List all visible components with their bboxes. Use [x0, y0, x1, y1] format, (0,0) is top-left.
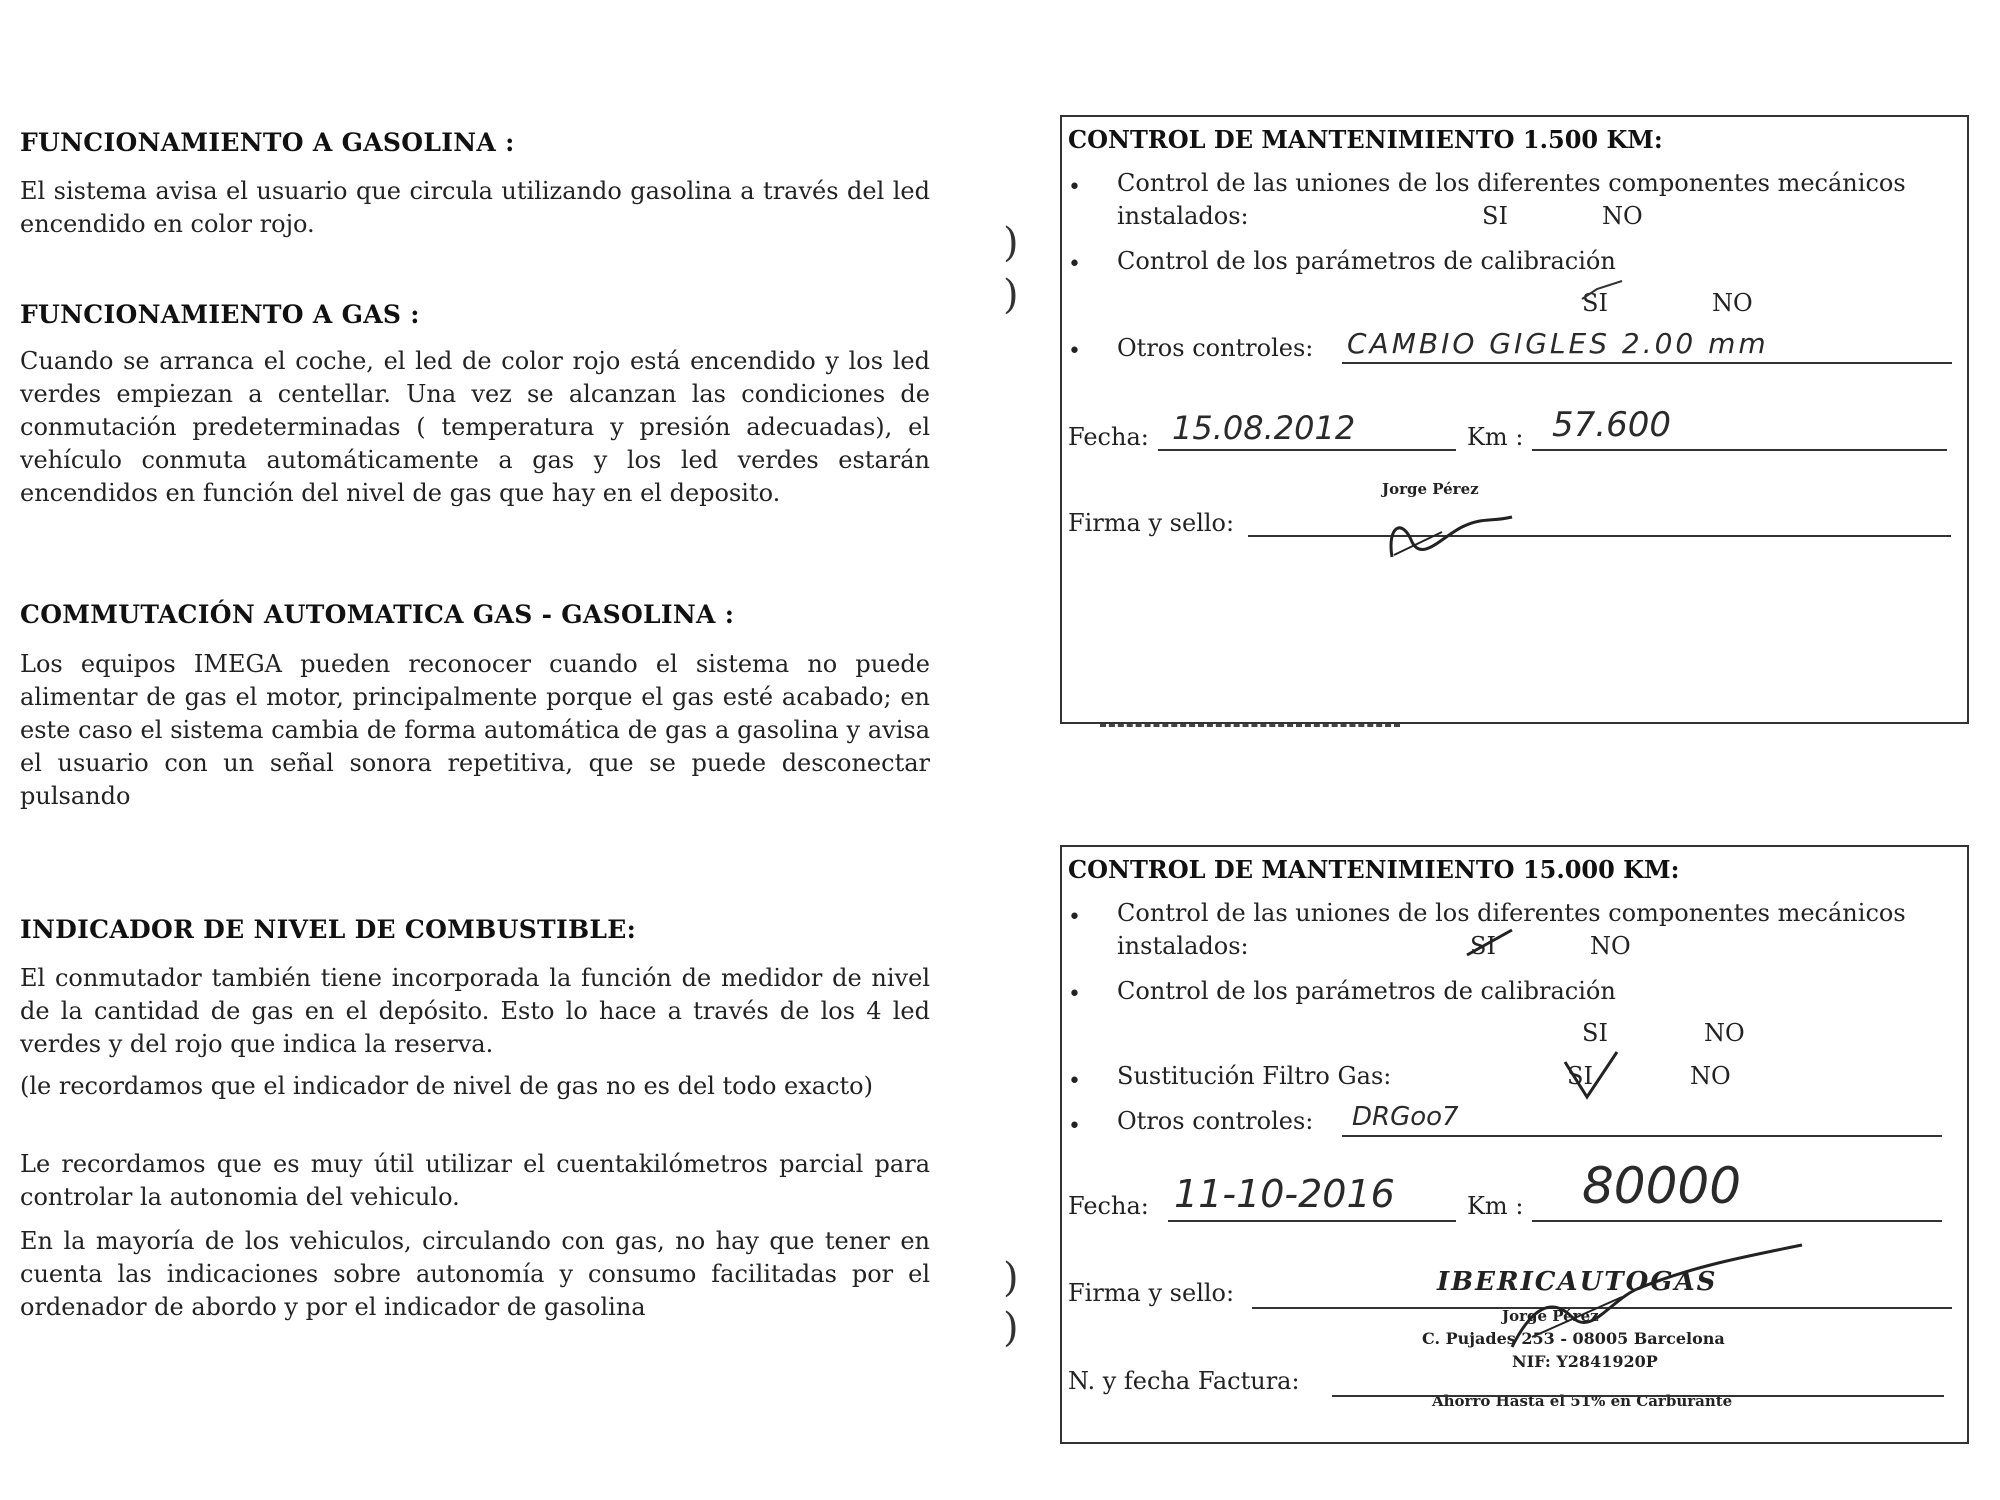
- option-si: SI: [1567, 1062, 1593, 1090]
- checkmark-icon: [1557, 1047, 1627, 1107]
- otros-controles-label: Otros controles:: [1117, 334, 1314, 362]
- stamp-nif: NIF: Y2841920P: [1512, 1352, 1658, 1371]
- heading-conmutacion: COMMUTACIÓN AUTOMATICA GAS - GASOLINA :: [20, 600, 735, 629]
- checkmark-icon: [1577, 279, 1627, 309]
- paragraph-gas: Cuando se arranca el coche, el led de color rojo está encendido y los led verdes empiezan a centellar. Una vez se alcanzan las condiciones de conmutación predeterminadas ( temperatura y presión adecuadas), el vehículo conmuta automáticamente a gas y los led verdes estarán encendidos en función del nivel de gas que hay en el deposito.: [20, 347, 930, 507]
- stamp: Jorge Pérez: [1382, 480, 1479, 498]
- gutter-mark: ): [1003, 1255, 1019, 1301]
- item-calibracion: Control de los parámetros de calibración: [1117, 247, 1616, 275]
- heading-gasolina: FUNCIONAMIENTO A GASOLINA :: [20, 128, 515, 157]
- option-no: NO: [1704, 1019, 1745, 1047]
- signature-icon: [1382, 487, 1522, 567]
- bullet: •: [1068, 175, 1081, 200]
- checkmark-icon: [1462, 925, 1522, 965]
- paragraph-gasolina: El sistema avisa el usuario que circula utilizando gasolina a través del led encendido en color rojo.: [20, 177, 930, 238]
- signature-icon: [1492, 1237, 1812, 1367]
- bullet: •: [1068, 1114, 1081, 1139]
- gutter-mark: ): [1003, 220, 1019, 266]
- divider: [1100, 724, 1400, 727]
- stamp-company: IBERICAUTOGAS: [1437, 1267, 1718, 1297]
- field-line: [1532, 449, 1947, 451]
- fecha-label: Fecha:: [1068, 1192, 1149, 1220]
- heading-indicador: INDICADOR DE NIVEL DE COMBUSTIBLE:: [20, 915, 637, 944]
- field-line: [1332, 1395, 1944, 1397]
- field-line: [1248, 535, 1951, 537]
- item-calibracion: Control de los parámetros de calibración: [1117, 977, 1616, 1005]
- stamp-slogan: Ahorro Hasta el 51% en Carburante: [1432, 1392, 1733, 1410]
- field-line: [1158, 449, 1456, 451]
- paragraph-conmutacion: Los equipos IMEGA pueden reconocer cuando el sistema no puede alimentar de gas el motor, principalmente porque el gas esté acabado; en este caso el sistema cambia de forma automática de gas a gasolina y avisa el usuario con un señal sonora repetitiva, que se puede desconectar pulsando: [20, 650, 930, 810]
- maintenance-box-15000: [1060, 845, 1969, 1444]
- bullet: •: [1068, 339, 1081, 364]
- paragraph-indicador-1: El conmutador también tiene incorporada la función de medidor de nivel de la cantidad de gas en el depósito. Esto lo hace a través de los 4 led verdes y del rojo que indica la reserva.: [20, 964, 930, 1058]
- option-no: NO: [1602, 202, 1643, 230]
- option-no: NO: [1590, 932, 1631, 960]
- item-uniones: Control de las uniones de los diferentes componentes mecánicos instalados:: [1117, 169, 1906, 230]
- field-line: [1532, 1220, 1942, 1222]
- option-no: NO: [1690, 1062, 1731, 1090]
- heading-gas: FUNCIONAMIENTO A GAS :: [20, 300, 420, 329]
- box-title: CONTROL DE MANTENIMIENTO 15.000 KM:: [1068, 855, 1680, 884]
- maintenance-box-1500: [1060, 115, 1969, 724]
- gutter-mark: ): [1003, 1305, 1019, 1351]
- fecha-value: 11-10-2016: [1174, 1172, 1395, 1216]
- option-si: SI: [1470, 932, 1496, 960]
- option-no: NO: [1712, 289, 1753, 317]
- otros-controles-label: Otros controles:: [1117, 1107, 1314, 1135]
- km-label: Km :: [1467, 423, 1524, 451]
- option-si: SI: [1582, 289, 1608, 317]
- box-title: CONTROL DE MANTENIMIENTO 1.500 KM:: [1068, 125, 1663, 154]
- fecha-value: 15.08.2012: [1172, 409, 1356, 447]
- bullet: •: [1068, 1069, 1081, 1094]
- field-line: [1168, 1220, 1456, 1222]
- km-label: Km :: [1467, 1192, 1524, 1220]
- firma-label: Firma y sello:: [1068, 509, 1235, 537]
- stamp-name: Jorge Pérez: [1502, 1307, 1599, 1325]
- bullet: •: [1068, 905, 1081, 930]
- option-si: SI: [1482, 202, 1508, 230]
- paragraph-indicador-4: En la mayoría de los vehiculos, circulando con gas, no hay que tener en cuenta las indicaciones sobre autonomía y consumo facilitadas por el ordenador de abordo y por el indicador de gasolina: [20, 1227, 930, 1321]
- bullet: •: [1068, 982, 1081, 1007]
- field-line: [1342, 362, 1952, 364]
- fecha-label: Fecha:: [1068, 423, 1149, 451]
- paragraph-indicador-2: (le recordamos que el indicador de nivel de gas no es del todo exacto): [20, 1072, 873, 1100]
- bullet: •: [1068, 252, 1081, 277]
- stamp-address: C. Pujades 253 - 08005 Barcelona: [1422, 1329, 1725, 1348]
- filtro-gas-label: Sustitución Filtro Gas:: [1117, 1062, 1392, 1090]
- km-value: 57.600: [1552, 405, 1671, 445]
- paragraph-indicador-3: Le recordamos que es muy útil utilizar el cuentakilómetros parcial para controlar la autonomia del vehiculo.: [20, 1150, 930, 1211]
- km-value: 80000: [1582, 1157, 1742, 1215]
- item-uniones: Control de las uniones de los diferentes componentes mecánicos instalados:: [1117, 899, 1906, 960]
- option-si: SI: [1582, 1019, 1608, 1047]
- otros-controles-value: DRGoo7: [1352, 1102, 1459, 1132]
- firma-label: Firma y sello:: [1068, 1279, 1235, 1307]
- field-line: [1342, 1135, 1942, 1137]
- factura-label: N. y fecha Factura:: [1068, 1367, 1300, 1395]
- otros-controles-value: CAMBIO GIGLES 2.00 mm: [1347, 327, 1769, 360]
- gutter-mark: ): [1003, 272, 1019, 318]
